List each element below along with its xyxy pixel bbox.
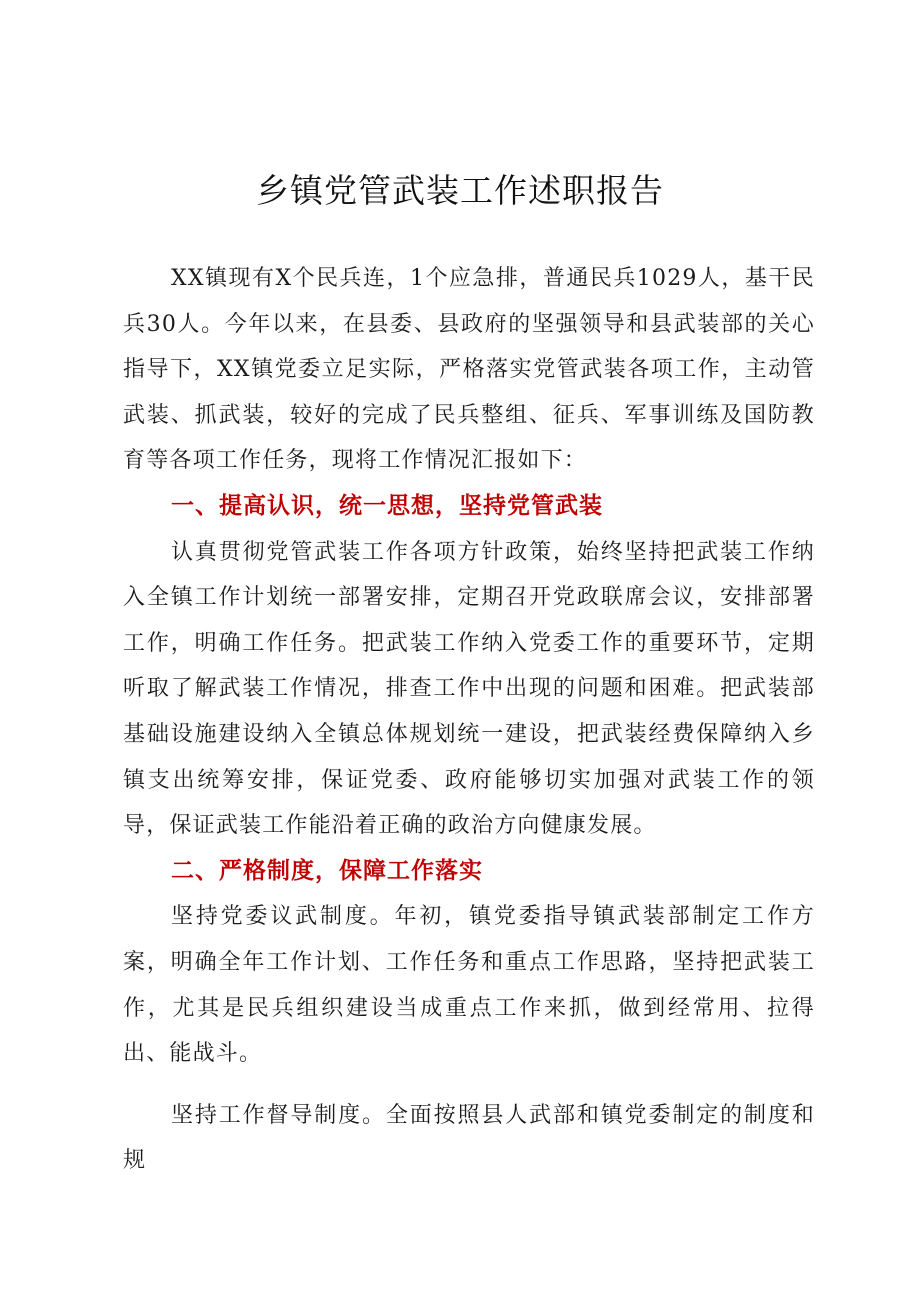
section-2-paragraph-2: 坚持工作督导制度。全面按照县人武部和镇党委制定的制度和规 [123,1102,815,1174]
paragraph-spacer [123,1077,815,1093]
section-2-paragraph-1: 坚持党委议武制度。年初，镇党委指导镇武装部制定工作方案，明确全年工作计划、工作任务和重点工作思路，坚持把武装工作，尤其是民兵组织建设当成重点工作来抓，做到经常用、拉得出、能战斗。 [123,904,815,1067]
section-1-paragraph: 认真贯彻党管武装工作各项方针政策，始终坚持把武装工作纳入全镇工作计划统一部署安排，定期召开党政联席会议，安排部署工作，明确工作任务。把武装工作纳入党委工作的重要环节，定期听取了解武装工作情况，排查工作中出现的问题和困难。把武装部基础设施建设纳入全镇总体规划统一建设，把武装经费保障纳入乡镇支出统筹安排，保证党委、政府能够切实加强对武装工作的领导，保证武装工作能沿着正确的政治方向健康发展。 [123,539,815,839]
intro-paragraph: XX镇现有X个民兵连，1个应急排，普通民兵1029人，基干民兵30人。今年以来，在县委、县政府的坚强领导和县武装部的关心指导下，XX镇党委立足实际，严格落实党管武装各项工作，主动管武装、抓武装，较好的完成了民兵整组、征兵、军事训练及国防教育等各项工作任务，现将工作情况汇报如下： [123,266,815,474]
section-1-heading: 一、提高认识，统一思想，坚持党管武装 [171,492,603,519]
document-title: 乡镇党管武装工作述职报告 [256,171,664,210]
section-2-heading: 二、严格制度，保障工作落实 [171,857,483,884]
document-body [123,256,815,1184]
